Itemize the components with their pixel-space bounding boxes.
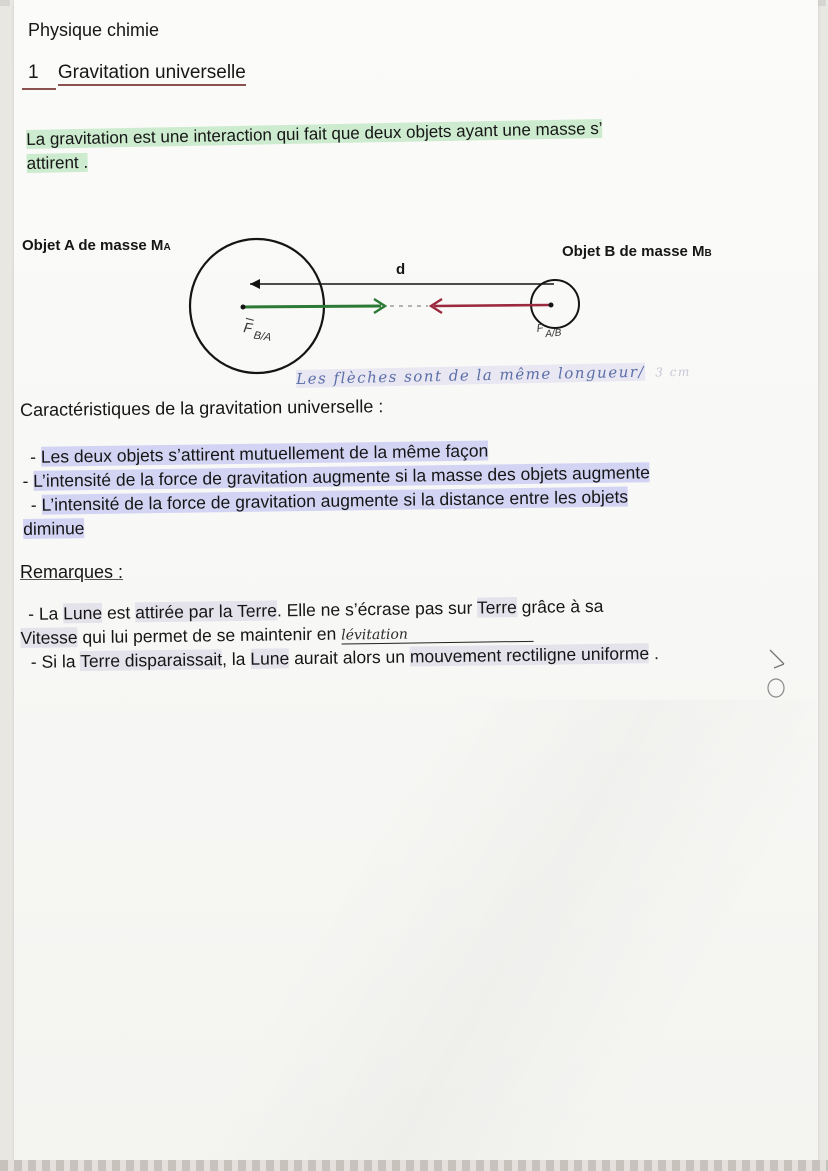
- remarks-body: [20, 593, 659, 674]
- object-b-label: Objet B de masse MB: [562, 243, 712, 260]
- force-b-on-a-label: [242, 318, 274, 344]
- center-a-dot: [241, 305, 246, 310]
- scan-bottom-edge: [0, 1160, 828, 1171]
- paper-shadow: [14, 700, 818, 1160]
- characteristic-item-2: - L’intensité de la force de gravitation augmente si la masse des objets augmente: [22, 462, 651, 491]
- section-title: Gravitation universelle: [58, 62, 246, 86]
- faint-note: 3 cm: [655, 364, 691, 380]
- force-a-on-b-arrow: [434, 305, 549, 306]
- object-a-label: Objet A de masse MA: [22, 237, 171, 254]
- svg-text:F: F: [536, 322, 545, 335]
- word-attiree: attirée par la Terre: [135, 600, 278, 623]
- word-lune-2: Lune: [250, 648, 290, 669]
- document-page: [14, 0, 818, 1160]
- characteristic-item-3: - L’intensité de la force de gravitation augmente si la distance entre les objets: [30, 486, 629, 515]
- remark-line-2: Vitesse qui lui permet de se maintenir en lévitation: [20, 617, 658, 650]
- force-b-on-a-arrow: [243, 306, 381, 307]
- word-terre-disparaissait: Terre disparaissait: [79, 649, 223, 672]
- gravitation-diagram: [14, 222, 814, 382]
- word-mouvement: mouvement rectiligne uniforme: [409, 643, 650, 667]
- definition-paragraph: [26, 117, 603, 176]
- remark-line-1: - La Lune est attirée par la Terre. Elle ne s’écrase pas sur Terre grâce à sa: [28, 595, 604, 624]
- distance-label: d: [396, 261, 406, 278]
- force-a-on-b-label: [536, 320, 562, 340]
- definition-line-2: attirent .: [26, 152, 89, 173]
- word-vitesse: Vitesse: [20, 627, 78, 648]
- definition-line-1: La gravitation est une interaction qui fait que deux objets ayant une masse s’: [26, 118, 603, 149]
- svg-text:A/B: A/B: [544, 327, 562, 341]
- section-underline-left: [22, 88, 56, 90]
- svg-text:B/A: B/A: [252, 329, 273, 344]
- word-terre: Terre: [476, 597, 517, 618]
- section-heading: [28, 62, 246, 84]
- center-b-dot: [549, 303, 554, 308]
- distance-arrowhead: [250, 279, 260, 289]
- subject-title: Physique chimie: [28, 20, 160, 40]
- handwritten-answer: lévitation: [341, 625, 533, 645]
- word-lune: Lune: [63, 602, 103, 624]
- remarks-title: Remarques :: [20, 562, 124, 582]
- characteristic-item-1: - Les deux objets s’attirent mutuellement de la même façon: [30, 440, 489, 467]
- characteristics-title: Caractéristiques de la gravitation universelle :: [20, 396, 384, 420]
- handwritten-note: Les flèches sont de la même longueur/ 3 cm: [296, 362, 691, 388]
- characteristic-item-3-cont: diminue: [23, 518, 85, 539]
- svg-text:F: F: [242, 319, 254, 337]
- characteristics-list: [22, 436, 651, 541]
- remark-line-3: - Si la Terre disparaissait, la Lune aurait alors un mouvement rectiligne uniforme .: [30, 643, 659, 672]
- section-number: 1: [28, 62, 39, 83]
